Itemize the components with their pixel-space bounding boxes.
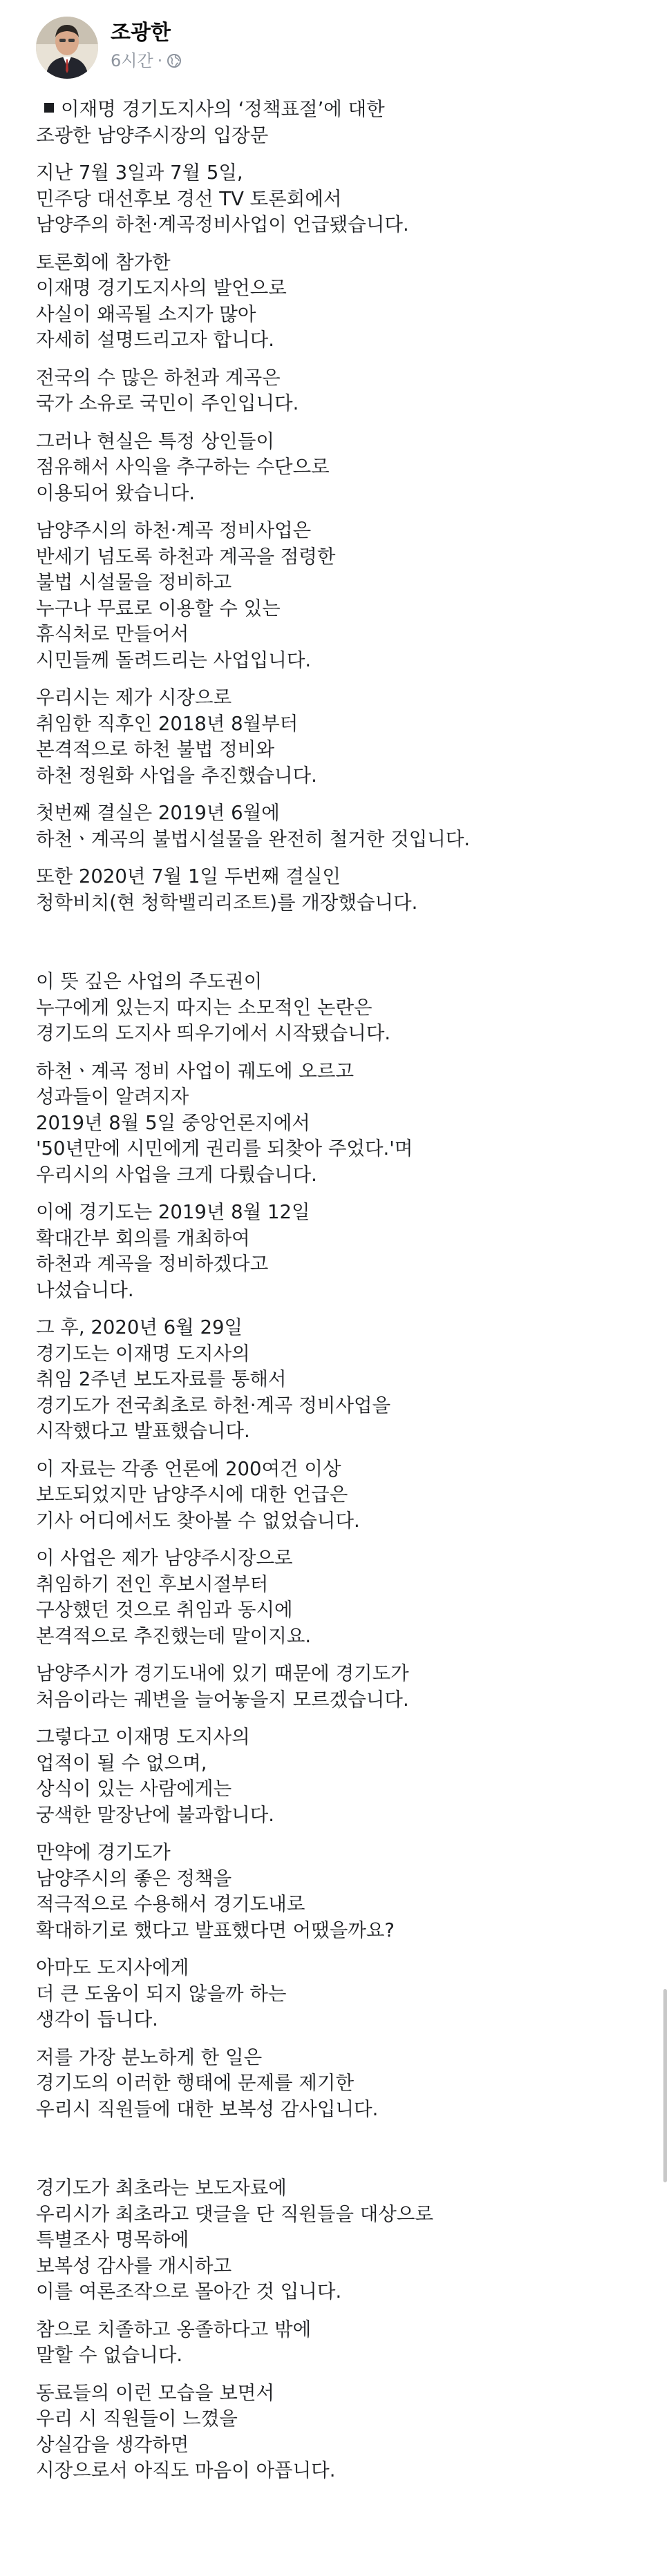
paragraph-line xyxy=(36,1021,644,1047)
paragraph-line xyxy=(36,1482,644,1508)
post-paragraph xyxy=(36,969,644,1047)
globe-icon[interactable] xyxy=(167,53,182,68)
paragraph-line xyxy=(36,2279,644,2305)
square-bullet-icon xyxy=(44,103,54,113)
paragraph-line xyxy=(36,1315,644,1341)
line-text: 저를 가장 분노하게 한 일은 xyxy=(36,2046,263,2068)
line-text: 만약에 경기도가 xyxy=(36,1841,171,1863)
line-text: 경기도의 도지사 띄우기에서 시작됐습니다. xyxy=(36,1022,391,1044)
line-text: 민주당 대선후보 경선 TV 토론회에서 xyxy=(36,187,342,210)
line-text: 이 뜻 깊은 사업의 주도권이 xyxy=(36,970,263,992)
author-avatar[interactable] xyxy=(36,17,98,79)
paragraph-line xyxy=(36,2097,644,2123)
paragraph-line xyxy=(36,391,644,417)
line-text: 경기도가 최초라는 보도자료에 xyxy=(36,2177,287,2199)
paragraph-line xyxy=(36,1419,644,1445)
line-text: 궁색한 말장난에 불과합니다. xyxy=(36,1803,275,1826)
line-text: 조광한 남양주시장의 입장문 xyxy=(36,124,269,146)
paragraph-line xyxy=(36,365,644,392)
line-text: 그렇다고 이재명 도지사의 xyxy=(36,1726,250,1748)
post-paragraph xyxy=(36,1546,644,1649)
paragraph-line xyxy=(36,1457,644,1483)
line-text: 이에 경기도는 2019년 8월 12일 xyxy=(36,1201,310,1223)
paragraph-line xyxy=(36,1955,644,1981)
line-text: 확대하기로 했다고 발표했다면 어땠을까요? xyxy=(36,1919,395,1941)
post-paragraph xyxy=(36,2175,644,2305)
line-text: 사실이 왜곡될 소지가 많아 xyxy=(36,302,256,325)
paragraph-line xyxy=(36,1624,644,1650)
line-text: 취임 2주년 보도자료를 통해서 xyxy=(36,1368,287,1390)
post-paragraph xyxy=(36,1457,644,1535)
line-text: 더 큰 도움이 되지 않을까 하는 xyxy=(36,1982,287,2005)
line-text: 이재명 경기도지사의 ‘정책표절’에 대한 xyxy=(61,98,385,120)
post-paragraph xyxy=(36,250,644,354)
line-text: 이재명 경기도지사의 발언으로 xyxy=(36,277,287,299)
paragraph-line xyxy=(36,454,644,481)
post-paragraph xyxy=(36,429,644,507)
line-text: 누구에게 있는지 따지는 소모적인 논란은 xyxy=(36,996,372,1019)
line-text: 본격적으로 하천 불법 정비와 xyxy=(36,738,275,760)
paragraph-line xyxy=(36,276,644,302)
paragraph-line xyxy=(36,1724,644,1751)
line-text: 취임하기 전인 후보시절부터 xyxy=(36,1573,269,1595)
line-text: 남양주시가 경기도내에 있기 때문에 경기도가 xyxy=(36,1662,409,1684)
paragraph-line xyxy=(36,481,644,507)
line-text: 하천ㆍ계곡의 불법시설물을 완전히 철거한 것입니다. xyxy=(36,827,471,850)
paragraph-line xyxy=(36,2175,644,2202)
paragraph-line xyxy=(36,2253,644,2280)
paragraph-line xyxy=(36,2227,644,2253)
paragraph-line xyxy=(36,1597,644,1624)
paragraph-line xyxy=(36,544,644,570)
line-text: 성과들이 알려지자 xyxy=(36,1086,189,1108)
paragraph-line xyxy=(36,1251,644,1278)
paragraph-line xyxy=(36,1546,644,1572)
profile-photo-icon xyxy=(36,17,98,79)
line-text: 시민들께 돌려드리는 사업입니다. xyxy=(36,648,312,671)
paragraph-line xyxy=(36,827,644,853)
line-text: 취임한 직후인 2018년 8월부터 xyxy=(36,712,299,735)
line-text: 우리시는 제가 시장으로 xyxy=(36,686,232,709)
line-text: 그 후, 2020년 6월 29일 xyxy=(36,1316,243,1338)
line-text: 시작했다고 발표했습니다. xyxy=(36,1420,250,1442)
line-text: 참으로 치졸하고 옹졸하다고 밖에 xyxy=(36,2318,312,2340)
paragraph-line xyxy=(36,2458,644,2484)
paragraph-line xyxy=(36,763,644,789)
paragraph-line xyxy=(36,1393,644,1419)
paragraph-line xyxy=(36,2007,644,2033)
paragraph-line xyxy=(36,1892,644,1918)
paragraph-line xyxy=(36,800,644,827)
post-paragraph xyxy=(36,2317,644,2369)
paragraph-line xyxy=(36,97,644,123)
line-text: 나섰습니다. xyxy=(36,1278,134,1301)
paragraph-line xyxy=(36,1136,644,1162)
paragraph-line xyxy=(36,1572,644,1598)
paragraph-line xyxy=(36,123,644,149)
paragraph-line xyxy=(36,2381,644,2407)
paragraph-line xyxy=(36,1200,644,1226)
paragraph-line xyxy=(36,327,644,354)
line-text: 상실감을 생각하면 xyxy=(36,2433,189,2456)
line-text: 남양주의 하천·계곡정비사업이 언급됐습니다. xyxy=(36,213,409,236)
paragraph-line xyxy=(36,1687,644,1713)
paragraph-line xyxy=(36,1084,644,1111)
paragraph-line xyxy=(36,1278,644,1304)
post-paragraph xyxy=(36,2045,644,2123)
post-paragraph xyxy=(36,518,644,673)
meta-separator: · xyxy=(157,51,163,70)
line-text: 토론회에 참가한 xyxy=(36,251,171,273)
paragraph-line xyxy=(36,429,644,455)
post-time[interactable]: 6시간 xyxy=(111,51,153,70)
line-text: 남양주시의 하천·계곡 정비사업은 xyxy=(36,519,312,541)
line-text: 우리 시 직원들이 느꼈을 xyxy=(36,2407,238,2430)
paragraph-line xyxy=(36,890,644,916)
post-meta xyxy=(111,50,182,72)
post-paragraph xyxy=(36,1059,644,1189)
line-text: 우리시 직원들에 대한 보복성 감사입니다. xyxy=(36,2097,379,2120)
paragraph-line xyxy=(36,995,644,1021)
line-text: 이 자료는 각종 언론에 200여건 이상 xyxy=(36,1457,341,1480)
paragraph-line xyxy=(36,518,644,544)
paragraph-line xyxy=(36,186,644,213)
author-name[interactable]: 조광한 xyxy=(111,21,171,45)
line-text: 불법 시설물을 정비하고 xyxy=(36,571,232,593)
paragraph-line xyxy=(36,1803,644,1829)
line-text: 하천 정원화 사업을 추진했습니다. xyxy=(36,764,317,787)
post-paragraph xyxy=(36,1315,644,1445)
line-text: 생각이 듭니다. xyxy=(36,2008,158,2030)
paragraph-line xyxy=(36,737,644,763)
line-text: 우리시의 사업을 크게 다뤘습니다. xyxy=(36,1163,317,1186)
paragraph-line xyxy=(36,711,644,738)
line-text: 우리시가 최초라고 댓글을 단 직원들을 대상으로 xyxy=(36,2202,434,2225)
paragraph-line xyxy=(36,1341,644,1367)
line-text: 처음이라는 궤변을 늘어놓을지 모르겠습니다. xyxy=(36,1688,409,1711)
line-text: 하천ㆍ계곡 정비 사업이 궤도에 오르고 xyxy=(36,1059,355,1082)
line-text: 국가 소유로 국민이 주인입니다. xyxy=(36,392,299,414)
paragraph-line xyxy=(36,1866,644,1892)
line-text: 경기도는 이재명 도지사의 xyxy=(36,1342,250,1365)
line-text: 이를 여론조작으로 몰아간 것 입니다. xyxy=(36,2280,342,2303)
paragraph-line xyxy=(36,2432,644,2459)
line-text: 또한 2020년 7월 1일 두번째 결실인 xyxy=(36,865,341,887)
line-text: 그러나 현실은 특정 상인들이 xyxy=(36,430,275,452)
paragraph-line xyxy=(36,1751,644,1777)
line-text: 자세히 설명드리고자 합니다. xyxy=(36,329,275,351)
line-text: 적극적으로 수용해서 경기도내로 xyxy=(36,1893,305,1915)
paragraph-line xyxy=(36,1508,644,1535)
line-text: 보복성 감사를 개시하고 xyxy=(36,2254,232,2277)
scrollbar-thumb[interactable] xyxy=(663,1989,667,2182)
line-text: 청학비치(현 청학밸리리조트)를 개장했습니다. xyxy=(36,891,418,914)
paragraph-line xyxy=(36,2317,644,2343)
line-text: '50년만에 시민에게 권리를 되찾아 주었다.'며 xyxy=(36,1137,413,1160)
paragraph-line xyxy=(36,1661,644,1687)
line-text: 구상했던 것으로 취임과 동시에 xyxy=(36,1599,293,1621)
line-text: 지난 7월 3일과 7월 5일, xyxy=(36,162,243,184)
line-text: 본격적으로 추진했는데 말이지요. xyxy=(36,1624,312,1647)
line-text: 경기도의 이러한 행태에 문제를 제기한 xyxy=(36,2072,355,2094)
line-text: 보도되었지만 남양주시에 대한 언급은 xyxy=(36,1483,348,1506)
post-paragraph xyxy=(36,685,644,789)
line-text: 동료들의 이런 모습을 보면서 xyxy=(36,2381,275,2404)
post-paragraph xyxy=(36,1840,644,1943)
post-paragraph xyxy=(36,1724,644,1828)
paragraph-line xyxy=(36,1840,644,1866)
line-text: 반세기 넘도록 하천과 계곡을 점령한 xyxy=(36,545,336,568)
paragraph-line xyxy=(36,1226,644,1252)
line-text: 전국의 수 많은 하천과 계곡은 xyxy=(36,366,281,389)
line-text: 확대간부 회의를 개최하여 xyxy=(36,1227,250,1249)
line-text: 상식이 있는 사람에게는 xyxy=(36,1778,232,1800)
paragraph-line xyxy=(36,1981,644,2008)
paragraph-line xyxy=(36,1162,644,1189)
line-text: 첫번째 결실은 2019년 6월에 xyxy=(36,802,280,824)
line-text: 휴식처로 만들어서 xyxy=(36,623,189,645)
paragraph-line xyxy=(36,212,644,238)
paragraph-line xyxy=(36,302,644,328)
paragraph-line xyxy=(36,1367,644,1393)
post-paragraph xyxy=(36,365,644,417)
post-paragraph xyxy=(36,97,644,148)
line-text: 점유해서 사익을 추구하는 수단으로 xyxy=(36,456,330,478)
post-paragraph xyxy=(36,864,644,916)
line-text: 이 사업은 제가 남양주시장으로 xyxy=(36,1547,293,1569)
line-text: 이용되어 왔습니다. xyxy=(36,481,196,504)
line-text: 남양주시의 좋은 정책을 xyxy=(36,1867,232,1890)
paragraph-line xyxy=(36,969,644,995)
line-text: 아마도 도지사에게 xyxy=(36,1957,189,1979)
post-paragraph xyxy=(36,800,644,852)
paragraph-line xyxy=(36,2070,644,2097)
post-paragraph xyxy=(36,1955,644,2033)
paragraph-line xyxy=(36,685,644,711)
line-text: 기사 어디에서도 찾아볼 수 없었습니다. xyxy=(36,1509,360,1532)
paragraph-line xyxy=(36,570,644,596)
paragraph-line xyxy=(36,160,644,186)
paragraph-line xyxy=(36,648,644,674)
post-body xyxy=(36,97,644,2484)
line-text: 경기도가 전국최초로 하천·계곡 정비사업을 xyxy=(36,1394,391,1416)
post-paragraph xyxy=(36,1200,644,1303)
line-text: 업적이 될 수 없으며, xyxy=(36,1751,207,1774)
line-text: 하천과 계곡을 정비하겠다고 xyxy=(36,1253,269,1275)
line-text: 말할 수 없습니다. xyxy=(36,2344,183,2366)
line-text: 누구나 무료로 이용할 수 있는 xyxy=(36,597,281,619)
paragraph-line xyxy=(36,1059,644,1085)
paragraph-line xyxy=(36,2202,644,2228)
paragraph-line xyxy=(36,864,644,890)
paragraph-line xyxy=(36,1111,644,1137)
paragraph-line xyxy=(36,250,644,276)
line-text: 시장으로서 아직도 마음이 아픕니다. xyxy=(36,2459,336,2481)
post-paragraph xyxy=(36,2381,644,2484)
paragraph-line xyxy=(36,2045,644,2071)
post-header xyxy=(0,0,671,90)
paragraph-line xyxy=(36,596,644,622)
paragraph-line xyxy=(36,1918,644,1944)
post-paragraph xyxy=(36,160,644,238)
paragraph-line xyxy=(36,622,644,648)
paragraph-line xyxy=(36,1776,644,1803)
paragraph-line xyxy=(36,2406,644,2432)
line-text: 2019년 8월 5일 중앙언론지에서 xyxy=(36,1111,310,1134)
paragraph-line xyxy=(36,2343,644,2369)
line-text: 특별조사 명목하에 xyxy=(36,2229,189,2251)
post-paragraph xyxy=(36,1661,644,1713)
